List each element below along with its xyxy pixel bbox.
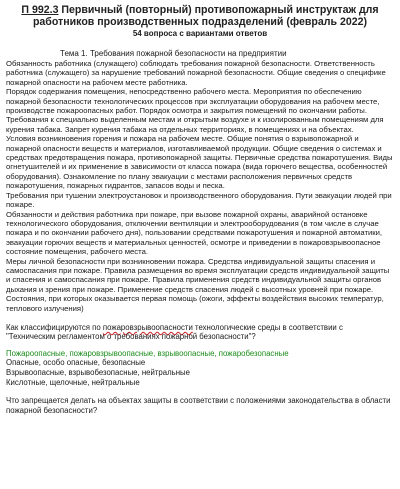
document-code: П 992.3 [21,4,59,16]
paragraph: Состояния, при которых оказывается первая помощь (ожоги, эффекты воздействия высоких температур, теплового излучения) [6,294,384,313]
paragraph: Меры личной безопасности при возникновении пожара. Средства индивидуальной защиты спасения и самоспасания при пожаре. Правила размещения во время эксплуатации средств индивидуальной защиты и спасения и самоспасания при пожаре. Правила применения средств индивидуальной защиты органов дыхания и зрения при пожаре. Применение средств спасения людей с высотных уровней при пожаре. [6,256,390,294]
paragraph: Обязанности и действия работника при пожаре, при вызове пожарной охраны, аварийной остановке технологического оборудования, отключении вентиляции и электрооборудования (в том числе в случае пожара и по окончании рабочего дня), пользовании средствами пожаротушения и пожарной автоматики, эвакуации горючих веществ и материальных ценностей, осмотре и приведении в пожаровзрывоопасное состояние помещения, рабочего места. [6,209,383,257]
paragraph: Условия возникновения горения и пожара на рабочем месте. Общие понятия о взрывопожарной и пожарной опасности веществ и материалов, изготавливаемой продукции. Общие сведения о системах и средствах предотвращения пожара, противопожарной защиты. Первичные средства пожаротушения. Виды огнетушителей и их применение в зависимости от класса пожара (вида горючего вещества, особенностей оборудования). Ознакомление по плану эвакуации с местами расположения первичных средств пожаротушения, пожарных гидрантов, запасов воды и песка. [6,134,393,191]
answer-list [6,349,394,387]
question-2: Что запрещается делать на объектах защиты в соответствии с положениями законодательства в области пожарной безопасности? [6,396,391,415]
answer-option: Взрывоопасные, взрывобезопасные, нейтральные [6,367,190,377]
topic-heading: Тема 1. Требования пожарной безопасности на предприятии [60,49,287,58]
document-subtitle: 54 вопроса с вариантами ответов [132,29,268,38]
topic-content [6,59,394,313]
paragraph: Обязанность работника (служащего) соблюдать требования пожарной безопасности. Ответственность работника (служащего) за нарушение требований пожарной безопасности. Общие сведения о специфике пожарной опасности на рабочем месте работника. [6,59,386,87]
answer-option: Кислотные, щелочные, нейтральные [6,377,140,387]
paragraph: Порядок содержания помещения, непосредственно рабочего места. Мероприятия по обеспечению пожарной безопасности технологических процессов при эксплуатации оборудования на рабочем месте, производстве пожароопасных работ. Порядок осмотра и закрытия помещений по окончании работы. Требования к специально выделенным местам и открытым воздухе и к изолированным помещениям для курения табака. Запрет курения табака на отдельных территориях, в помещениях и на объектах. [6,87,384,134]
question-1 [6,323,394,342]
answer-option: Опасные, особо опасные, безопасные [6,358,146,368]
question-text: технологические среды в соответствии с "Техническим регламентом о требованиях пожарной безопасности"? [6,322,343,342]
paragraph: Требования при тушении электроустановок и производственного оборудования. Пути эвакуации людей при пожаре. [6,190,392,210]
answer-option-correct: Пожароопасные, пожаровзрывоопасные, взрывоопасные, пожаробезопасные [6,348,289,358]
marked-term: пожаровзрывоопасности [102,322,193,332]
question-text: Как классифицируются по [6,322,103,332]
document-title [6,4,394,28]
document-title-text: Первичный (повторный) противопожарный инструктаж для работников производственных подразделений (февраль 2022) [32,4,379,28]
